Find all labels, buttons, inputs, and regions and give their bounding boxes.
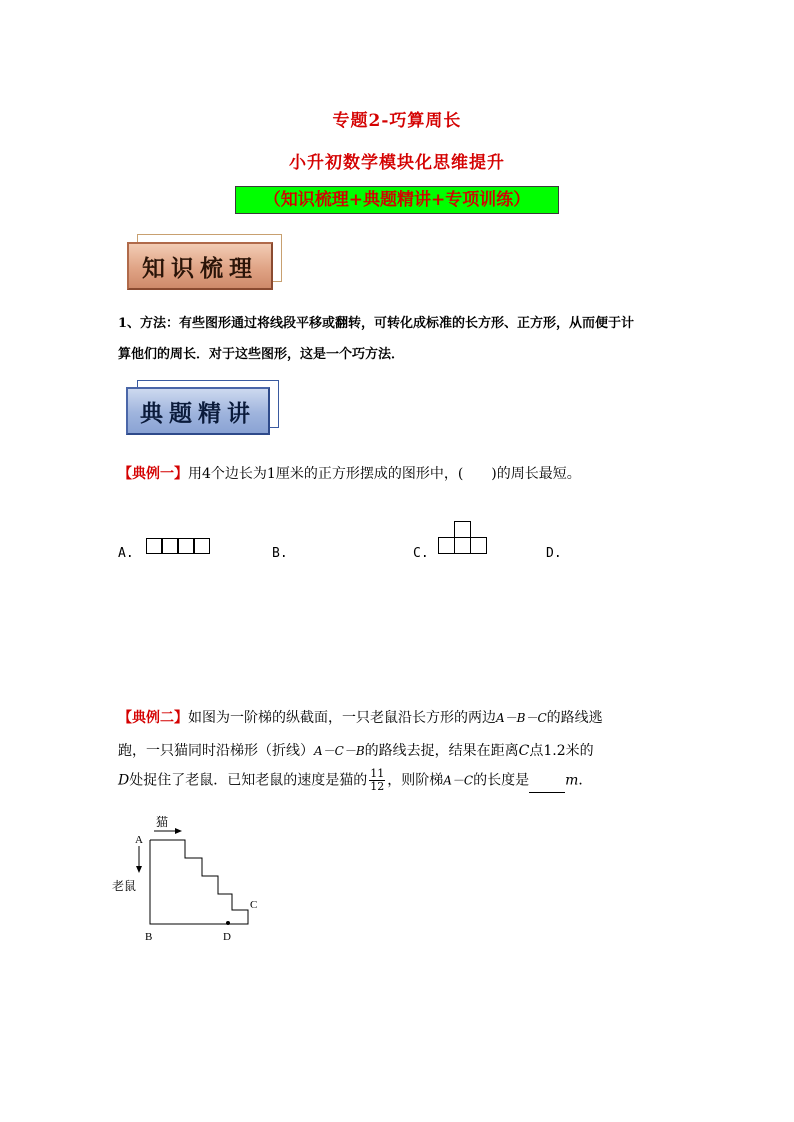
label-d: D — [223, 931, 231, 943]
option-c-figure — [438, 521, 488, 555]
example-1-text: 用4个边长为1厘米的正方形摆成的图形中，( )的周长最短。 — [188, 466, 581, 482]
point-d-dot — [226, 921, 230, 925]
mouse-arrow-head — [136, 866, 142, 873]
answer-blank[interactable] — [529, 778, 565, 793]
example-1-tag: 【典例一】 — [118, 466, 188, 482]
option-d-label: D. — [546, 546, 562, 561]
cat-arrow-head — [175, 828, 182, 834]
math-variable: C — [518, 743, 530, 759]
math-expression: A－C－B — [314, 744, 365, 758]
example-1 — [118, 463, 581, 483]
fraction: $\frac{11}{12}$ — [370, 767, 385, 793]
example-2-text: 点1.2米的 — [529, 743, 594, 759]
example-2-line-3 — [118, 768, 678, 793]
label-a: A — [135, 834, 143, 846]
math-expression: A－B－C — [496, 711, 547, 725]
example-2-line-2 — [118, 740, 678, 760]
math-variable: D — [118, 772, 130, 789]
example-2-text: 的路线逃 — [546, 710, 603, 726]
option-b-label: B. — [272, 546, 288, 561]
example-2-text: ． — [578, 772, 593, 789]
label-c: C — [250, 899, 258, 911]
example-2-text: ，则阶梯 — [387, 772, 444, 789]
label-b: B — [145, 931, 153, 943]
example-2-tag: 【典例二】 — [118, 710, 188, 726]
section-banner-knowledge: 知识梳理 — [127, 242, 273, 290]
option-a-figure — [146, 538, 210, 554]
highlight-subtitle: （知识梳理+典题精讲+专项训练） — [235, 186, 559, 214]
cat-label: 猫 — [156, 815, 169, 829]
example-2-line-1 — [118, 707, 678, 727]
method-line-2: 算他们的周长．对于这些图形，这是一个巧方法． — [118, 347, 405, 362]
section-banner-examples: 典题精讲 — [126, 387, 270, 435]
example-2-text: 如图为一阶梯的纵截面，一只老鼠沿长方形的两边 — [188, 710, 496, 726]
page-subtitle: 小升初数学模块化思维提升 — [289, 153, 505, 173]
example-2-text: 的长度是 — [473, 772, 530, 789]
mouse-label: 老鼠 — [112, 879, 137, 893]
example-2-text: 跑，一只猫同时沿梯形（折线） — [118, 743, 314, 759]
page-title: 专题2-巧算周长 — [332, 111, 462, 131]
option-a-label: A. — [118, 546, 134, 561]
math-expression: A－C — [443, 773, 474, 788]
example-2-text: 处捉住了老鼠．已知老鼠的速度是猫的 — [129, 772, 368, 789]
staircase-outline — [150, 840, 248, 924]
unit-label: m — [565, 772, 579, 789]
example-2-text: 的路线去捉，结果在距离 — [364, 743, 519, 759]
staircase-figure — [110, 810, 270, 950]
method-line-1: 1、方法：有些图形通过将线段平移或翻转，可转化成标准的长方形、正方形，从而便于计 — [118, 316, 635, 331]
option-c-label: C. — [413, 546, 429, 561]
